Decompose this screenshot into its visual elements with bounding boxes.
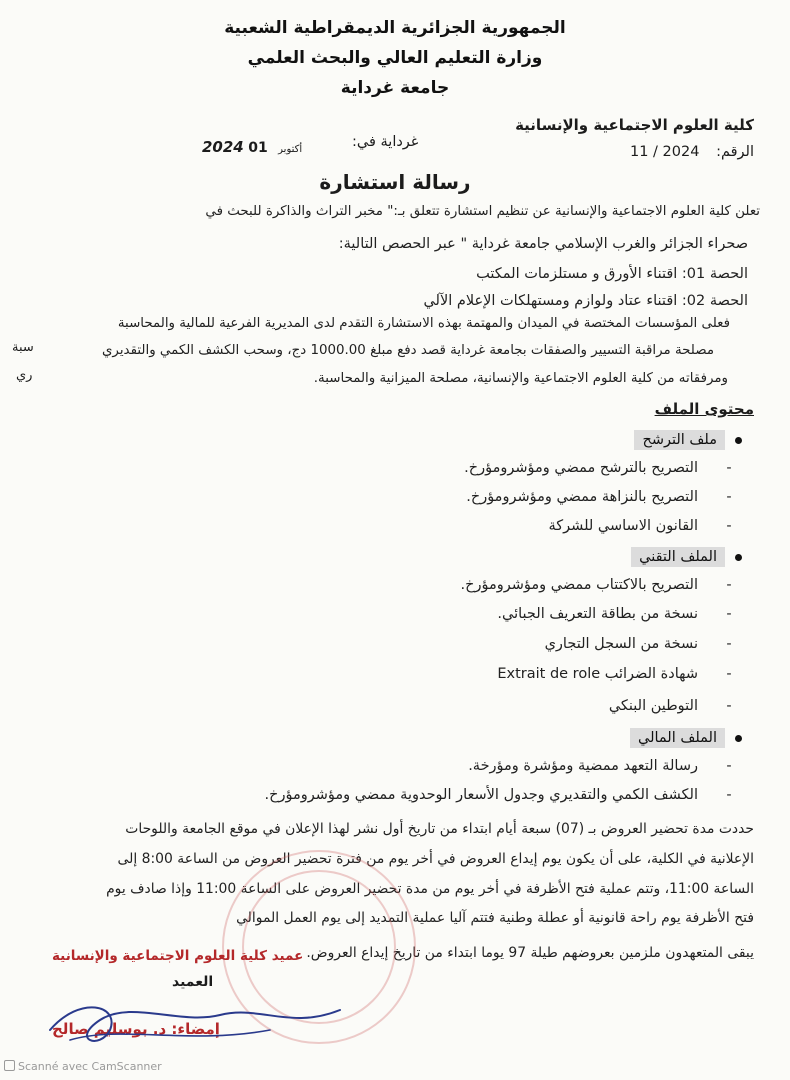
dean-title: عميد كلية العلوم الاجتماعية والإنسانية bbox=[52, 948, 304, 964]
bullet-icon bbox=[735, 437, 742, 444]
paragraph-2-line-2: مصلحة مراقبة التسيير والصفقات بجامعة غرداية قصد دفع مبلغ 1000.00 دج، وسحب الكشف الكمي والتقديري bbox=[101, 343, 714, 358]
bullet-icon bbox=[735, 554, 742, 561]
list-item: -نسخة من بطاقة التعريف الجبائي. bbox=[497, 606, 732, 622]
list-item: -التصريح بالنزاهة ممضي ومؤشرومؤرخ. bbox=[466, 489, 732, 505]
date-year: 2024 bbox=[202, 138, 244, 156]
signed-name: إمضاء: د. بوسليم صالح bbox=[52, 1020, 220, 1038]
document-title: رسالة استشارة bbox=[319, 170, 471, 194]
list-item: -القانون الاساسي للشركة bbox=[548, 518, 732, 534]
faculty-name: كلية العلوم الاجتماعية والإنسانية bbox=[515, 116, 754, 134]
reference-value: 11 / 2024 bbox=[630, 144, 700, 160]
reference-label: الرقم: bbox=[716, 144, 754, 160]
closing-line-1: حددت مدة تحضير العروض بـ (07) سبعة أيام ابتداء من تاريخ أول نشر لهذا الإعلان في موقع الجامعة واللوحات bbox=[125, 821, 754, 837]
date-day: 01 bbox=[248, 140, 268, 156]
closing-line-4: فتح الأظرفة يوم راحة قانونية أو عطلة وطنية فتتم آليا عملية التمديد إلى يوم العمل الموالي bbox=[236, 910, 754, 926]
bullet-icon bbox=[735, 735, 742, 742]
dean-label: العميد bbox=[172, 974, 214, 990]
paragraph-2-line-3: ومرفقاته من كلية العلوم الاجتماعية والإنسانية، مصلحة الميزانية والمحاسبة. bbox=[313, 371, 728, 386]
section-financial bbox=[630, 730, 742, 746]
list-item: -الكشف الكمي والتقديري وجدول الأسعار الوحدوية ممضي ومؤشرومؤرخ. bbox=[264, 787, 732, 803]
list-item: -التصريح بالاكتتاب ممضي ومؤشرومؤرخ. bbox=[460, 577, 732, 593]
section-title: الملف التقني bbox=[631, 547, 725, 567]
section-title: الملف المالي bbox=[630, 728, 725, 748]
scanner-watermark: Scanné avec CamScanner bbox=[4, 1060, 162, 1073]
university-name: جامعة غرداية bbox=[340, 78, 450, 98]
lot-2: الحصة 02: اقتناء عتاد ولوازم ومستهلكات الإعلام الآلي bbox=[423, 293, 748, 309]
date-label: غرداية في: bbox=[352, 134, 419, 150]
list-item: -التوطين البنكي bbox=[608, 698, 732, 714]
section-technical bbox=[631, 549, 742, 565]
ministry-name: وزارة التعليم العالي والبحث العلمي bbox=[247, 48, 543, 68]
handwritten-signature bbox=[40, 985, 360, 1055]
section-title: ملف الترشح bbox=[634, 430, 725, 450]
closing-line-3: الساعة 11:00، وتتم عملية فتح الأظرفة في أخر يوم من مدة تحضير العروض على الساعة 11:00 وإذا صادف يوم bbox=[106, 881, 754, 897]
paragraph-1-line-2: صحراء الجزائر والغرب الإسلامي جامعة غرداية " عبر الحصص التالية: bbox=[338, 236, 748, 252]
camscanner-icon bbox=[4, 1060, 15, 1071]
list-item: -رسالة التعهد ممضية ومؤشرة ومؤرخة. bbox=[468, 758, 732, 774]
paragraph-1-line-1: تعلن كلية العلوم الاجتماعية والإنسانية عن تنظيم استشارة تتعلق بـ:" مخبر التراث والذاكرة للبحث في bbox=[205, 204, 760, 219]
closing-line-2: الإعلانية في الكلية، على أن يكون يوم إيداع العروض في أخر يوم من فترة تحضير العروض من الساعة 8:00 إلى bbox=[117, 851, 754, 867]
margin-note-2: ري bbox=[16, 368, 33, 383]
list-item: -التصريح بالترشح ممضي ومؤشرومؤرخ. bbox=[464, 460, 732, 476]
file-content-title: محتوى الملف bbox=[654, 400, 754, 418]
date-month: أكتوبر bbox=[278, 144, 303, 155]
republic-name: الجمهورية الجزائرية الديمقراطية الشعبية bbox=[224, 18, 566, 38]
paragraph-2-line-1: فعلى المؤسسات المختصة في الميدان والمهتمة بهذه الاستشارة التقدم لدى المديرية الفرعية للمالية والمحاسبة bbox=[117, 316, 730, 331]
margin-note-1: سبة bbox=[12, 340, 34, 355]
list-item: -نسخة من السجل التجاري bbox=[544, 636, 732, 652]
reference-number bbox=[630, 144, 754, 160]
date-value bbox=[202, 138, 308, 156]
lot-1: الحصة 01: اقتناء الأورق و مستلزمات المكتب bbox=[476, 266, 748, 282]
closing-line-5: يبقى المتعهدون ملزمين بعروضهم طيلة 97 يوما ابتداء من تاريخ إيداع العروض. bbox=[306, 945, 754, 961]
section-candidacy bbox=[634, 432, 742, 448]
list-item: -شهادة الضرائب Extrait de role bbox=[497, 666, 732, 682]
